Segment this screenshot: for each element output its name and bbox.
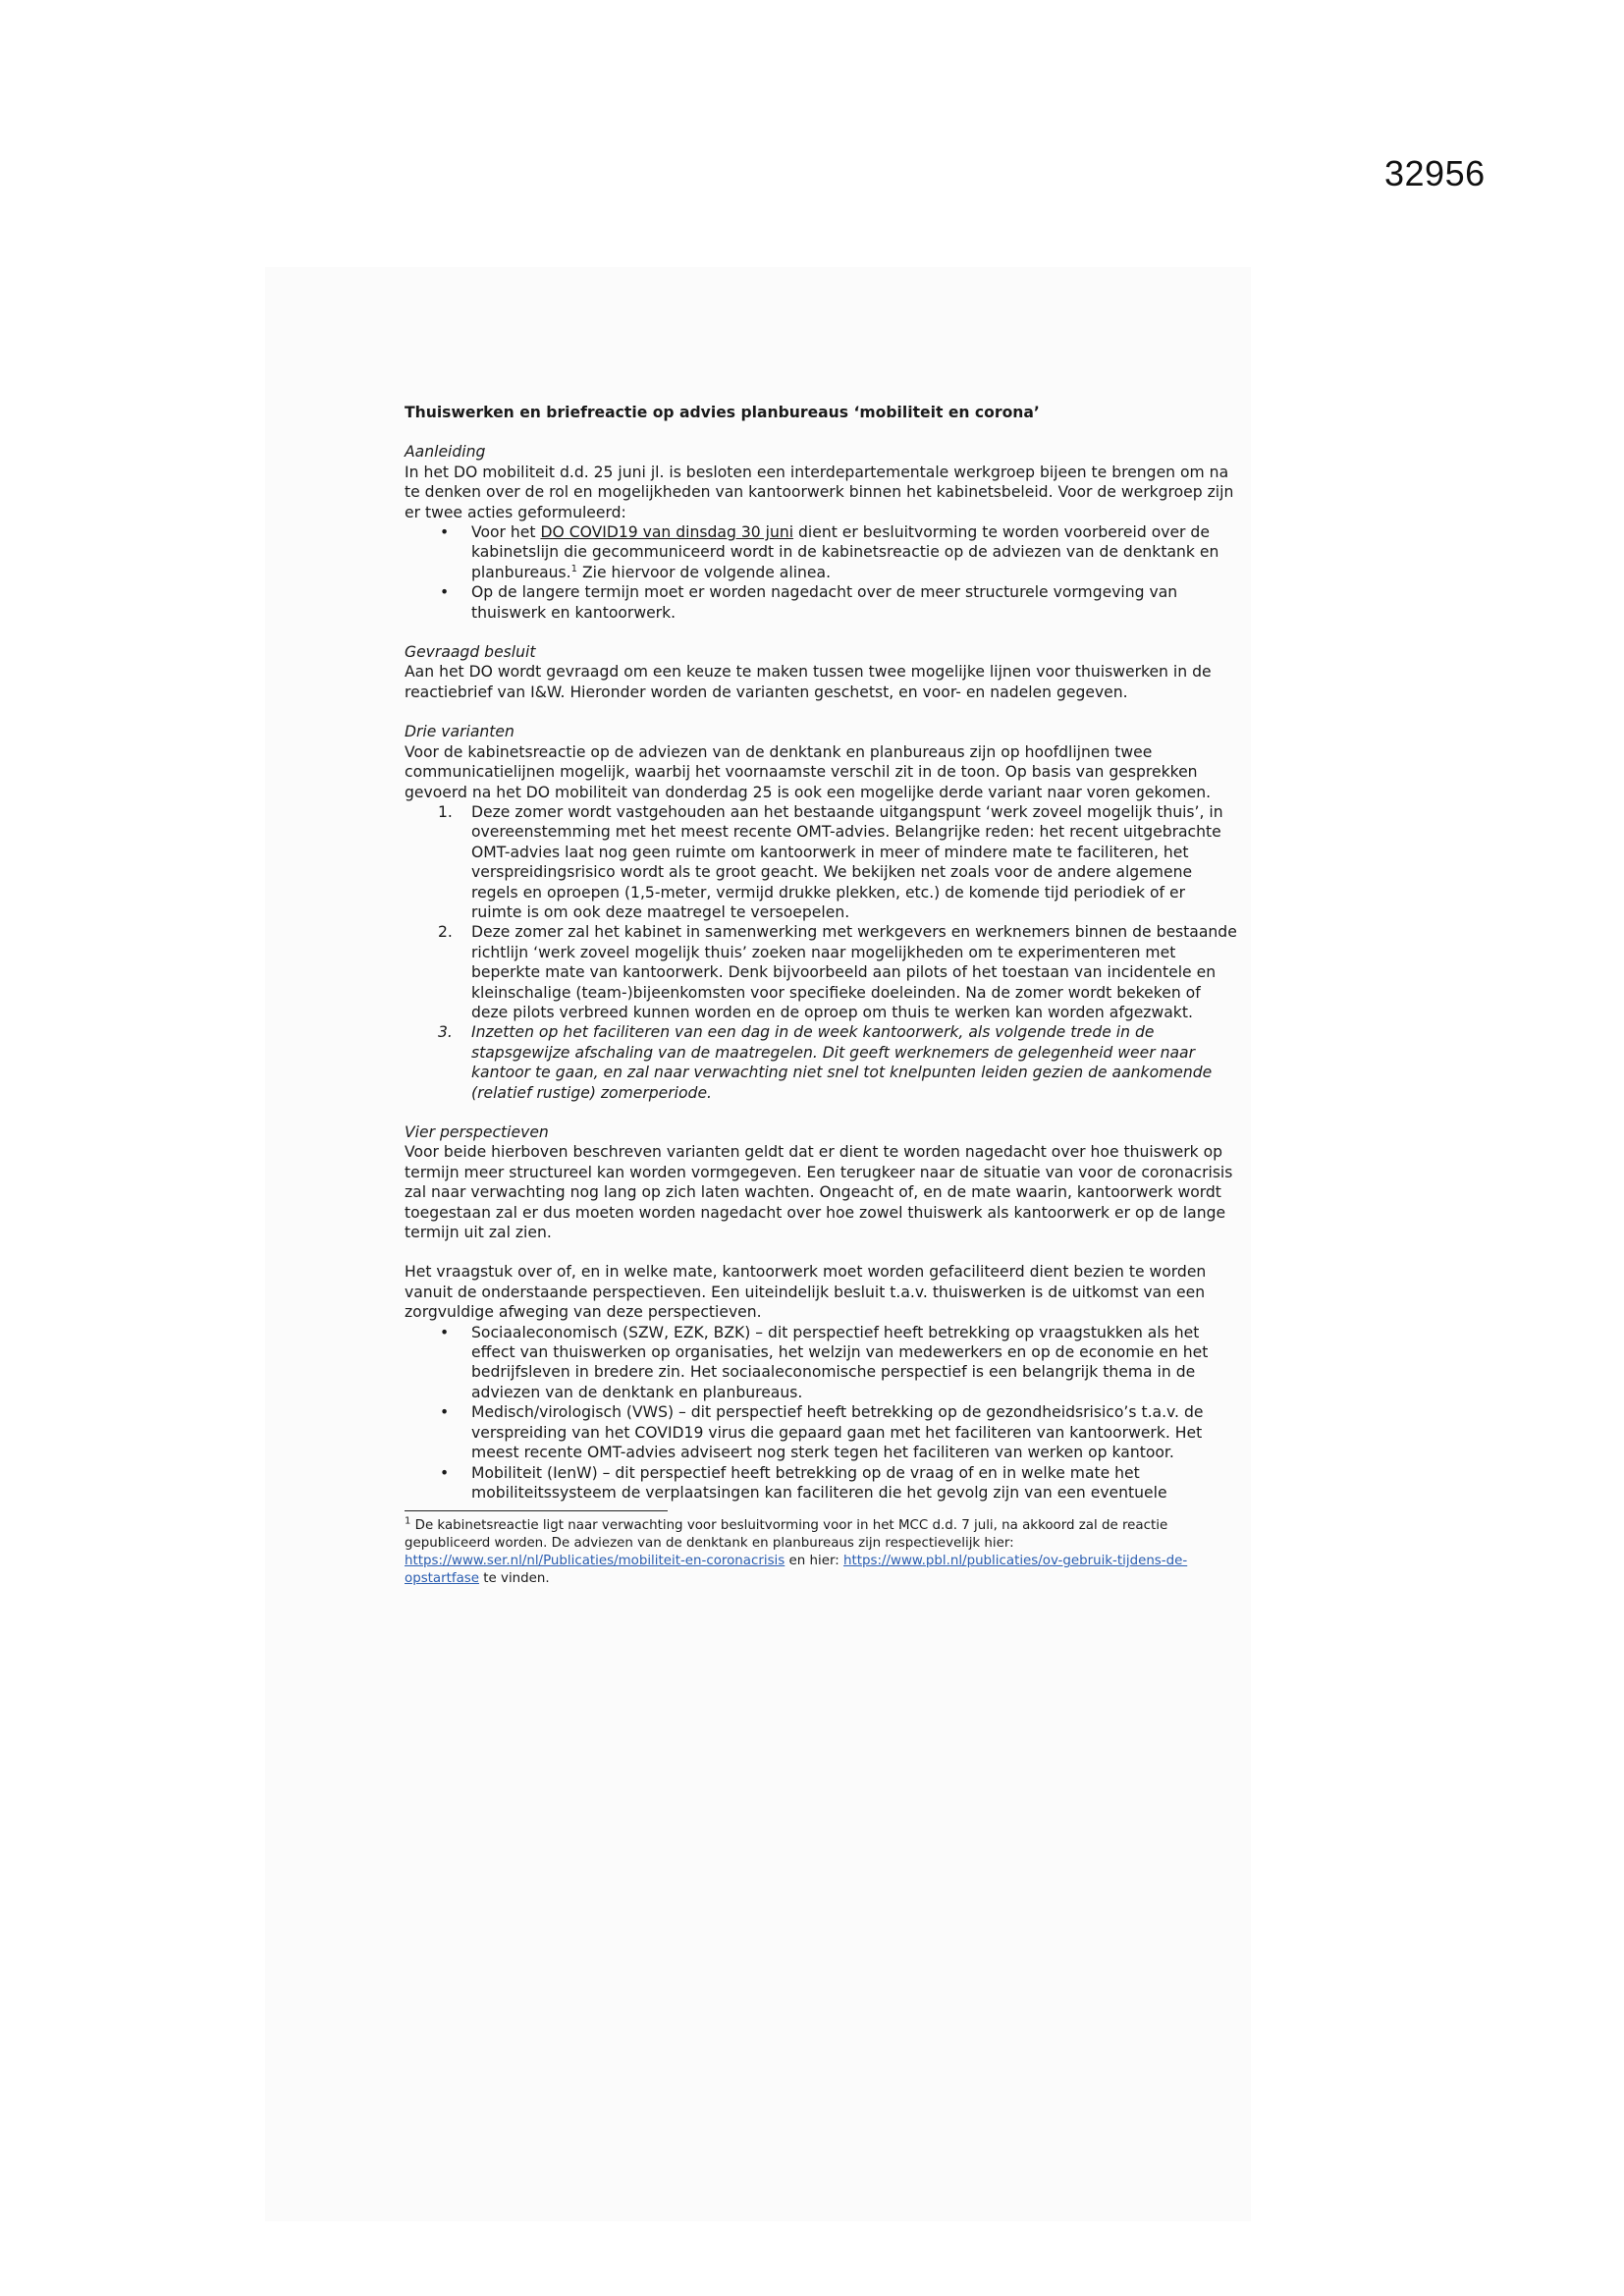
variant-2 <box>405 922 1239 1022</box>
action-1-prefix: Voor het <box>471 523 541 542</box>
aanleiding-action-1 <box>405 522 1239 582</box>
gevraagd-besluit-text: Aan het DO wordt gevraagd om een keuze te maken tussen twee mogelijke lijnen voor thuiswerken in de reactiebrief van I&W. Hieronder worden de varianten geschetst, en voor- en nadelen gegeven. <box>405 663 1212 701</box>
perspectieven-paragraph-1: Voor beide hierboven beschreven varianten geldt dat er dient te worden nagedacht over hoe thuiswerk op termijn meer structureel kan worden vormgegeven. Een terugkeer naar de situatie van voor de coronacrisis zal naar verwachting nog lang op zich laten wachten. Ongeacht of, en de mate waarin, kantoorwerk wordt toegestaan zal er dus moeten worden nagedacht over hoe zowel thuiswerk als kantoorwerk er op de lange termijn uit zal zien. <box>405 1143 1233 1242</box>
heading-gevraagd-besluit: Gevraagd besluit <box>405 643 536 662</box>
footnote-text-end: te vinden. <box>479 1571 550 1587</box>
heading-drie-varianten: Drie varianten <box>405 723 514 741</box>
variant-number: 3. <box>438 1023 453 1042</box>
document-body <box>405 403 1239 1588</box>
variant-number: 2. <box>438 923 453 942</box>
perspectieven-paragraph-2: Het vraagstuk over of, en in welke mate, kantoorwerk moet worden gefaciliteerd dient bezien te worden vanuit de onderstaande perspectieven. Een uiteindelijk besluit t.a.v. thuiswerken is de uitkomst van een zorgvuldige afweging van deze perspectieven. <box>405 1263 1207 1322</box>
perspectief-medisch: • Medisch/virologisch (VWS) – dit perspectief heeft betrekking op de gezondheidsrisico’s t.a.v. de verspreiding van het COVID19 virus die gepaard gaan met het faciliteren van kantoorwerk. Het meest recente OMT-advies adviseert nog sterk tegen het faciliteren van werken op kantoor. <box>405 1402 1239 1462</box>
aanleiding-action-2: • Op de langere termijn moet er worden nagedacht over de meer structurele vormgeving van thuiswerk en kantoorwerk. <box>405 582 1239 623</box>
aanleiding-actions-list <box>405 522 1239 623</box>
footnote-separator <box>405 1510 668 1511</box>
aanleiding-intro: In het DO mobiliteit d.d. 25 juni jl. is besloten een interdepartementale werkgroep bijeen te brengen om na te denken over de rol en mogelijkheden van kantoorwerk binnen het kabinetsbeleid. Voor de werkgroep zijn er twee acties geformuleerd: <box>405 463 1234 521</box>
variant-number: 1. <box>438 802 453 821</box>
footnote-text-start: De kabinetsreactie ligt naar verwachting voor besluitvorming voor in het MCC d.d. 7 juli, na akkoord zal de reactie gepubliceerd worden. De adviezen van de denktank en planbureaus zijn respectievelijk hier: <box>405 1518 1168 1552</box>
pbl-publication-link[interactable]: https://www.pbl.nl/publicaties/ov-gebruik-tijdens-de-opstartfase <box>405 1554 1188 1587</box>
action-1-end: Zie hiervoor de volgende alinea. <box>577 563 832 581</box>
footnote-reference: 1 <box>570 563 578 574</box>
ser-publication-link[interactable]: https://www.ser.nl/nl/Publicaties/mobiliteit-en-coronacrisis <box>405 1554 785 1569</box>
footnote-marker: 1 <box>405 1515 411 1527</box>
variant-text: Deze zomer wordt vastgehouden aan het bestaande uitgangspunt ‘werk zoveel mogelijk thuis’, in overeenstemming met het meest recente OMT-advies. Belangrijke reden: het recent uitgebrachte OMT-advies laat nog geen ruimte om kantoorwerk in meer of mindere mate te faciliteren, het verspreidingsrisico wordt als te groot geacht. We bekijken net zoals voor de andere algemene regels en oproepen (1,5-meter, vermijd drukke plekken, etc.) de komende tijd periodiek of er ruimte is om ook deze maatregel te versoepelen. <box>471 802 1223 921</box>
variant-text: Inzetten op het faciliteren van een dag in de week kantoorwerk, als volgende trede in de stapsgewijze afschaling van de maatregelen. Dit geeft werknemers de gelegenheid weer naar kantoor te gaan, en zal naar verwachting niet snel tot knelpunten leiden gezien de aankomende (relatief rustige) zomerperiode. <box>471 1023 1213 1102</box>
varianten-intro: Voor de kabinetsreactie op de adviezen van de denktank en planbureaus zijn op hoofdlijnen twee communicatielijnen mogelijk, waarbij het voornaamste verschil zit in de toon. Op basis van gesprekken gevoerd na het DO mobiliteit van donderdag 25 is ook een mogelijke derde variant naar voren gekomen. <box>405 742 1212 801</box>
varianten-list <box>405 802 1239 1103</box>
heading-vier-perspectieven: Vier perspectieven <box>405 1123 549 1141</box>
footnote <box>405 1517 1239 1588</box>
perspectief-mobiliteit: • Mobiliteit (IenW) – dit perspectief heeft betrekking op de vraag of en in welke mate het mobiliteitssysteem de verplaatsingen kan faciliteren die het gevolg zijn van een eventuele <box>405 1463 1239 1503</box>
heading-aanleiding: Aanleiding <box>405 443 486 462</box>
footnote-text-middle: en hier: <box>785 1554 843 1569</box>
document-title: Thuiswerken en briefreactie op advies planbureaus ‘mobiliteit en corona’ <box>405 404 1040 421</box>
variant-3 <box>405 1022 1239 1103</box>
perspectieven-list <box>405 1323 1239 1503</box>
document-number: 32956 <box>1384 153 1486 193</box>
variant-1 <box>405 802 1239 922</box>
variant-text: Deze zomer zal het kabinet in samenwerking met werkgevers en werknemers binnen de bestaande richtlijn ‘werk zoveel mogelijk thuis’ zoeken naar mogelijkheden om te experimenteren met beperkte mate van kantoorwerk. Denk bijvoorbeeld aan pilots of het toestaan van incidentele en kleinschalige (team-)bijeenkomsten voor specifieke doeleinden. Na de zomer wordt bekeken of deze pilots verbreed kunnen worden en de oproep om thuis te werken kan worden afgezwakt. <box>471 923 1237 1021</box>
do-covid19-reference: DO COVID19 van dinsdag 30 juni <box>540 523 794 542</box>
perspectief-sociaaleconomisch: • Sociaaleconomisch (SZW, EZK, BZK) – dit perspectief heeft betrekking op vraagstukken als het effect van thuiswerken op organisaties, het welzijn van medewerkers en op de economie en het bedrijfsleven in bredere zin. Het sociaaleconomische perspectief is een belangrijk thema in de adviezen van de denktank en planbureaus. <box>405 1323 1239 1403</box>
action-1-body: dient er besluitvorming te worden voorbereid over de kabinetslijn die gecommuniceerd wordt in de kabinetsreactie op de adviezen van de denktank en planbureaus. <box>471 523 1219 581</box>
